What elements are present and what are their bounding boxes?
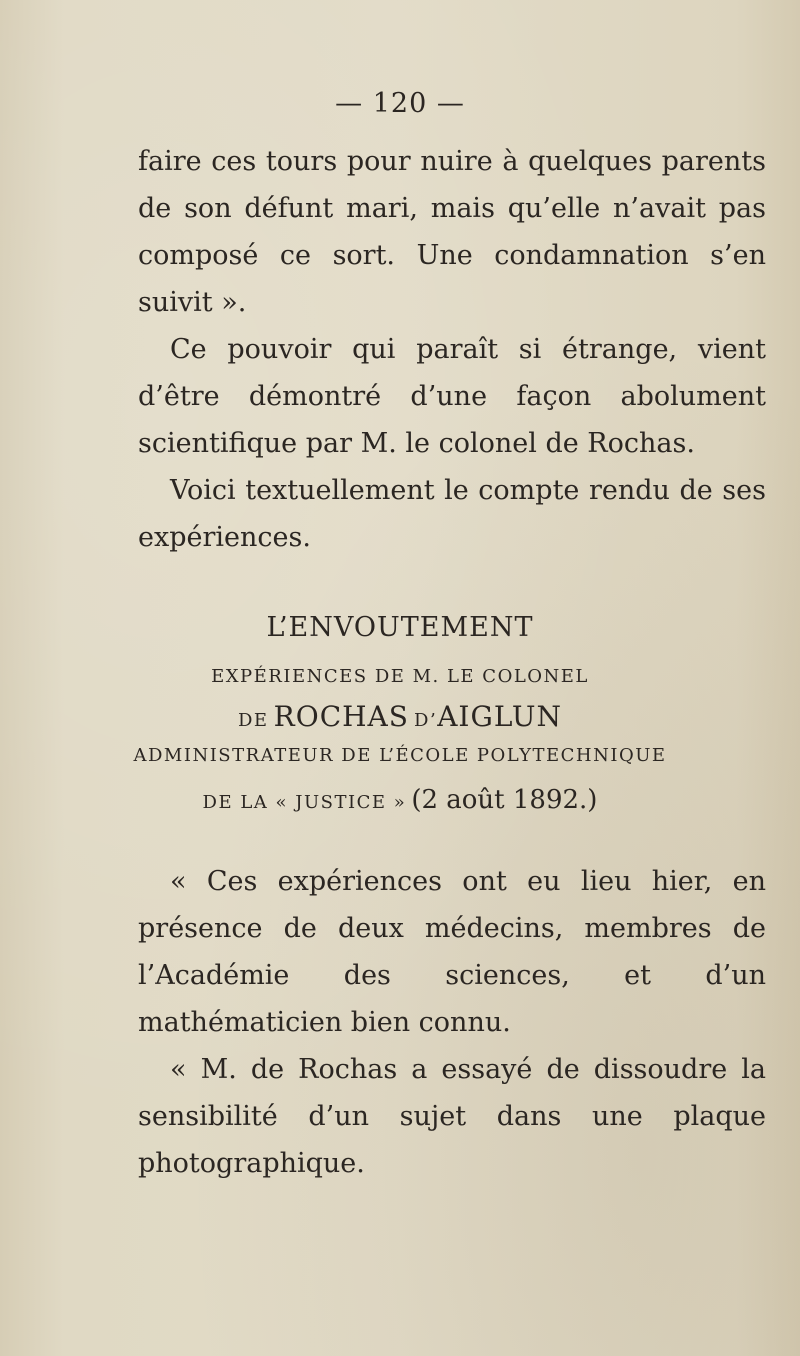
paragraph: faire ces tours pour nuire à quelques parents de son défunt mari, mais qu’elle n’avait pas composé ce sort. Une condamnation s’en suivit ». [138, 146, 766, 318]
subtitle-surname: AIGLUN [437, 700, 562, 733]
subtitle-date: (2 août 1892.) [411, 785, 598, 815]
section-subtitle-role: ADMINISTRATEUR DE L’ÉCOLE POLYTECHNIQUE [133, 745, 667, 766]
section-subtitle-name [0, 700, 800, 733]
section-title: L’ENVOUTEMENT [266, 612, 534, 643]
section-subtitle-source [0, 785, 800, 815]
page-number: — 120 — [335, 88, 465, 119]
subtitle-particle: D’ [414, 710, 438, 731]
paragraph: « Ces expériences ont eu lieu hier, en présence de deux médecins, membres de l’Académie des sciences, et d’un mathématicien bien connu. [138, 866, 766, 1038]
text-block-top [138, 138, 766, 561]
section-subtitle-line: EXPÉRIENCES DE M. LE COLONEL [211, 666, 589, 687]
text-block-bottom [138, 858, 766, 1187]
subtitle-particle: DE [237, 710, 269, 731]
paragraph: Ce pouvoir qui paraît si étrange, vient d’être démontré d’une façon abolument scientifique par M. le colonel de Rochas. [138, 334, 766, 459]
subtitle-source-name: DE LA « JUSTICE » [202, 792, 407, 813]
paragraph: Voici textuellement le compte rendu de ses expériences. [138, 475, 766, 553]
paragraph: « M. de Rochas a essayé de dissoudre la sensibilité d’un sujet dans une plaque photographique. [138, 1054, 766, 1179]
subtitle-surname: ROCHAS [273, 700, 409, 733]
